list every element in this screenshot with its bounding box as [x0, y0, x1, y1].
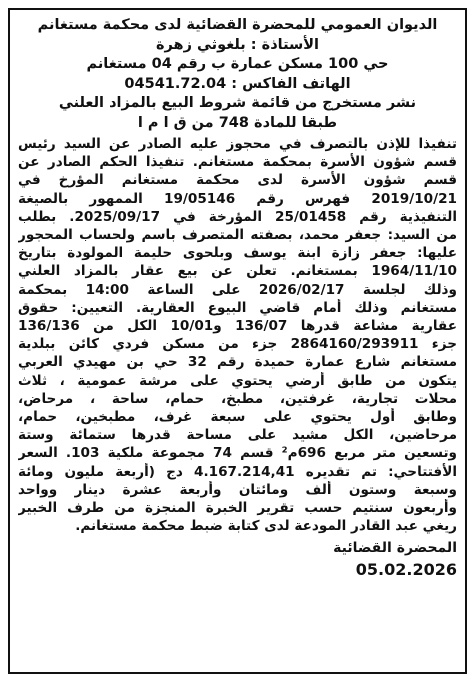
body-line: وذلك لجلسة 2026/02/17 على الساعة 14:00 بمحكمة	[18, 281, 457, 298]
body-line: عقارية مشاعة قدرها 136/07 و10/01 الكل من 136/136	[18, 318, 457, 335]
office-title: الديوان العمومي للمحضرة القضائية لدى محكمة مستغانم	[37, 17, 438, 33]
body-line: 2019/10/21 فهرس رقم 19/05146 الممهور بالصيغة	[18, 190, 457, 207]
notice-date: 05.02.2026	[355, 560, 457, 580]
body-line: وأربعون سنتيم حسب تقرير الخبرة المنجزة من طرف الخبير	[18, 500, 457, 517]
body-line: ريغي عبد القادر المودعة لدى كتابة ضبط محكمة مستغانم.	[75, 518, 457, 535]
body-line: الأفتتاحي: تم تقديره 4.167.214,41 دج (أربعة مليون ومائة	[18, 463, 457, 480]
body-line: قسم شؤون الأسرة بمحكمة مستغانم. تنفيذا الحكم الصادر عن	[18, 154, 457, 171]
notice-footer	[18, 537, 457, 581]
notice-header	[18, 16, 457, 133]
body-line: وتسعين متر مربع 696م² قسم 74 مجموعة ملكية 103. السعر	[18, 445, 457, 462]
body-line: وسبعة وستون ألف ومائتان وأربعة عشرة دينار وواحد	[18, 481, 457, 498]
body-line: 1964/11/10 بمستغانم. تعلن عن بيع عقار بالمزاد العلني	[18, 263, 457, 280]
body-line: قسم شؤون الأسرة لدى محكمة مستغانم المؤرخ في	[18, 172, 457, 189]
signature: المحضرة القضائية	[333, 540, 457, 557]
bailiff-name: الأستاذة : بلغوثي زهرة	[155, 36, 320, 53]
notice-subject: نشر مستخرج من قائمة شروط البيع بالمزاد العلني	[58, 95, 417, 111]
notice-body	[18, 135, 457, 535]
body-line: وطابق أول يحتوي على سبعة غرف، مطبخين، حمام،	[18, 409, 457, 426]
body-line: مرحاضين، الكل مشيد على مساحة قدرها ستمائة وستة	[18, 427, 457, 444]
office-address: حي 100 مسكن عمارة ب رقم 04 مستغانم	[86, 56, 389, 72]
legal-article: طبقا للمادة 748 من ق ا م ا	[137, 114, 338, 131]
body-line: يتكون من طابق أرضي يحتوي على مرشة عمومية ، ثلاث	[18, 372, 457, 389]
body-line: عليها: جعفر زازة ابنة يوسف وبلحوى حليمة المولودة بتاريخ	[18, 245, 457, 262]
body-line: التنفيذية رقم 25/01458 المؤرخة في 2025/09/17. بطلب	[18, 208, 457, 225]
body-line: مستغانم وذلك أمام قاضي البيوع العقارية. التعيين: حقوق	[18, 299, 457, 316]
body-line: تنفيذا للإذن بالتصرف في محجوز عليه الصادر عن السيد رئيس	[18, 136, 457, 152]
body-line: مستغانم شارع عمارة حميدة رقم 32 حي بن مهيدي العربي	[18, 354, 457, 371]
body-line: جزء 2864160/293911 جزء من مسكن فردي كائن ببلدية	[18, 336, 457, 353]
legal-notice	[8, 8, 467, 674]
body-line: محلات تجارية، غرفتين، مطبخ، حمام، ساحة ، مرحاض،	[18, 390, 457, 407]
phone-fax: الهاتف الفاكس : 04541.72.04	[124, 75, 351, 92]
body-line: من السيد: جعفر محمد، بصفته المتصرف باسم ولحساب المحجور	[18, 227, 457, 244]
